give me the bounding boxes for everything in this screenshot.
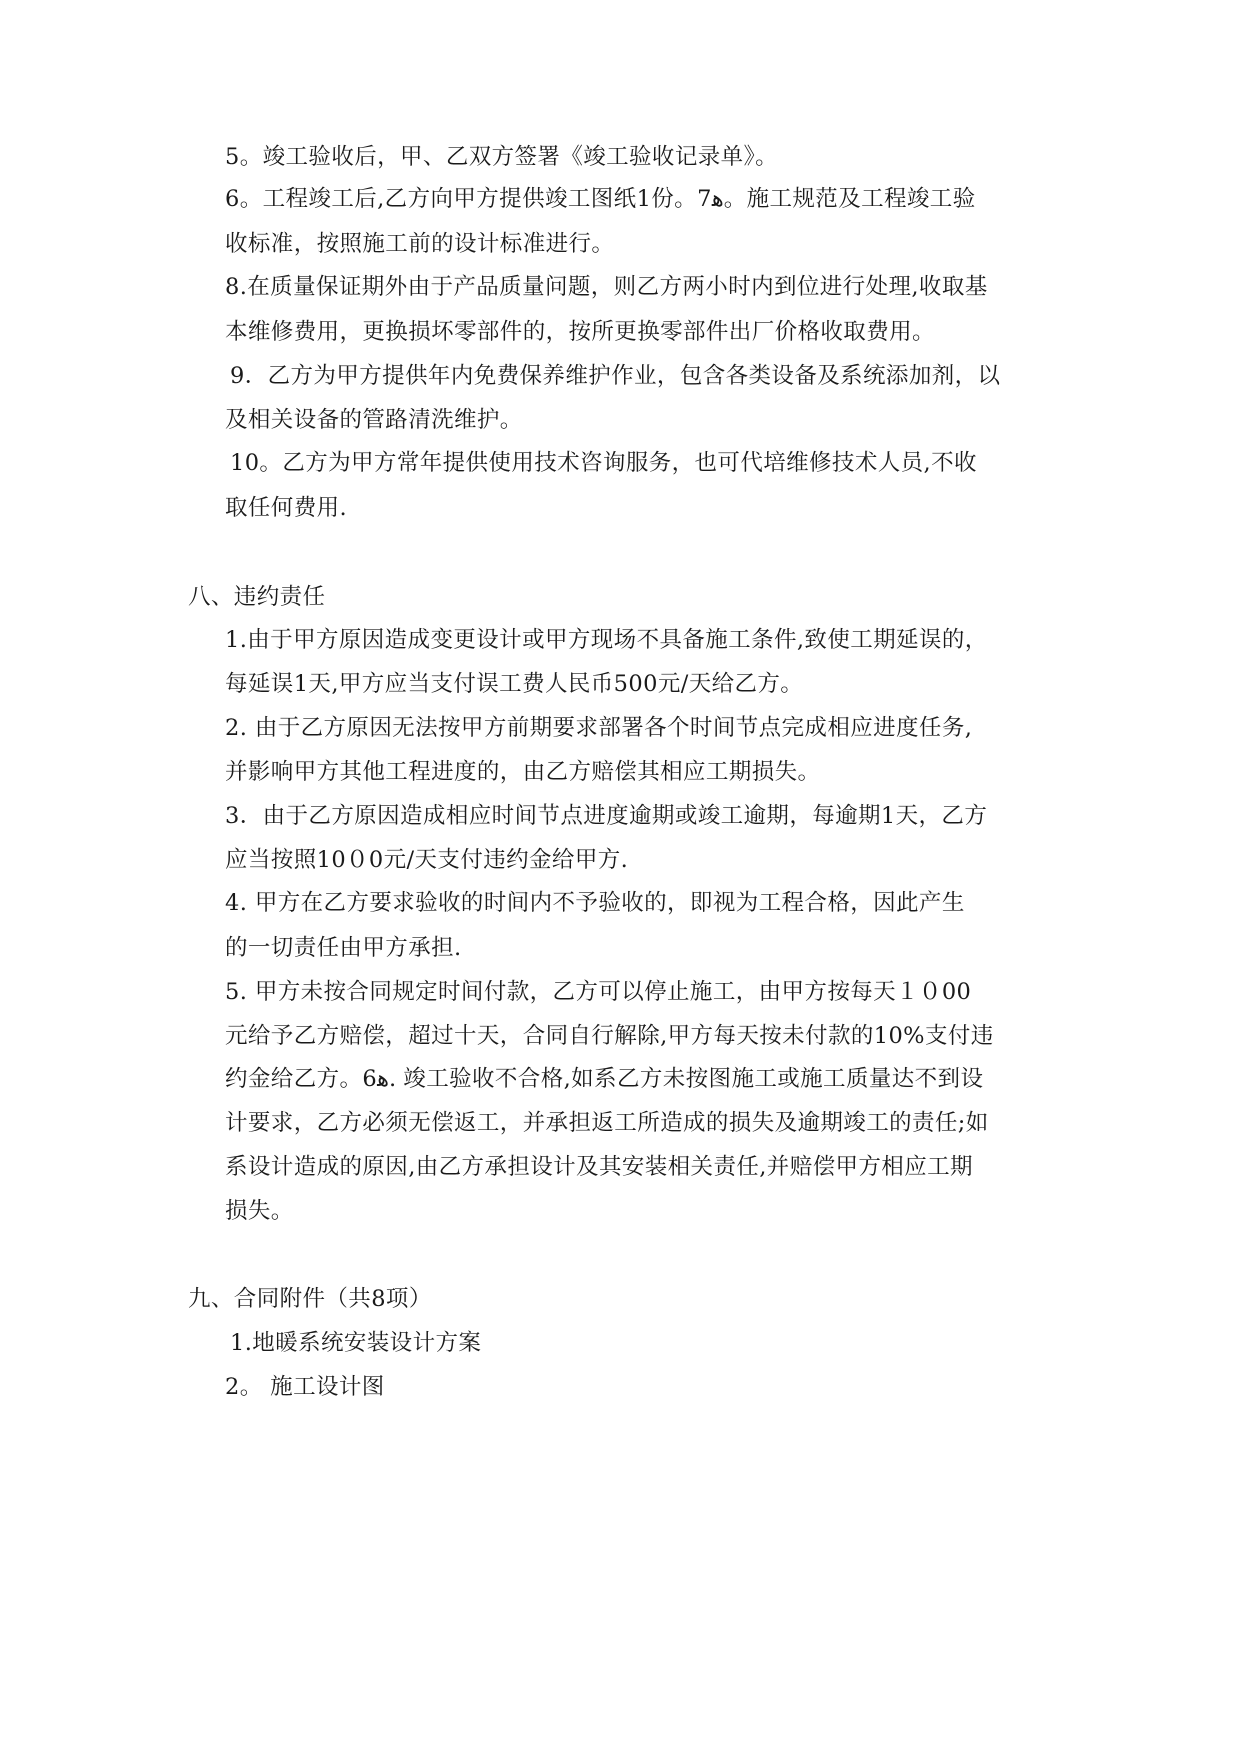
paragraph-line: 应当按照10０0元/天支付违约金给甲方.	[225, 847, 629, 873]
paragraph-line: 元给予乙方赔偿，超过十天，合同自行解除,甲方每天按未付款的10%支付违	[225, 1023, 994, 1049]
paragraph-line: 损失。	[225, 1198, 294, 1224]
paragraph-line: 约金给乙方。6ﻫ. 竣工验收不合格,如系乙方未按图施工或施工质量达不到设	[225, 1066, 984, 1092]
paragraph-line: 9．乙方为甲方提供年内免费保养维护作业，包含各类设备及系统添加剂，以	[230, 363, 1001, 389]
paragraph-line: 8.在质量保证期外由于产品质量问题，则乙方两小时内到位进行处理,收取基	[225, 274, 988, 300]
paragraph-line: 4. 甲方在乙方要求验收的时间内不予验收的，即视为工程合格，因此产生	[225, 890, 965, 916]
list-item: 2。 施工设计图	[225, 1374, 385, 1400]
paragraph-line: 并影响甲方其他工程进度的，由乙方赔偿其相应工期损失。	[225, 759, 821, 785]
paragraph-line: 每延误1天,甲方应当支付误工费人民币500元/天给乙方。	[225, 671, 804, 697]
paragraph-line: 1.由于甲方原因造成变更设计或甲方现场不具备施工条件,致使工期延误的，	[225, 627, 988, 653]
paragraph-line: 取任何费用.	[225, 495, 348, 521]
paragraph-line: 10。乙方为甲方常年提供使用技术咨询服务，也可代培维修技术人员,不收	[230, 450, 977, 476]
paragraph-line: 及相关设备的管路清洗维护。	[225, 407, 523, 433]
paragraph-line: 本维修费用，更换损坏零部件的，按所更换零部件出厂价格收取费用。	[225, 319, 935, 345]
paragraph-line: 2. 由于乙方原因无法按甲方前期要求部署各个时间节点完成相应进度任务,	[225, 715, 973, 741]
paragraph-line: 5. 甲方未按合同规定时间付款，乙方可以停止施工，由甲方按每天１０00	[225, 979, 972, 1005]
list-item: 1.地暖系统安装设计方案	[230, 1330, 482, 1356]
section-heading-attachments: 九、合同附件（共8项）	[188, 1286, 432, 1312]
paragraph-line: 系设计造成的原因,由乙方承担设计及其安装相关责任,并赔偿甲方相应工期	[225, 1154, 973, 1180]
paragraph-line: 收标准，按照施工前的设计标准进行。	[225, 231, 615, 257]
paragraph-line: 5。竣工验收后，甲、乙双方签署《竣工验收记录单》。	[225, 144, 779, 170]
paragraph-line: 的一切责任由甲方承担.	[225, 935, 462, 961]
paragraph-line: 计要求，乙方必须无偿返工，并承担返工所造成的损失及逾期竣工的责任;如	[225, 1110, 989, 1136]
section-heading-breach: 八、违约责任	[188, 584, 326, 610]
paragraph-line: 3．由于乙方原因造成相应时间节点进度逾期或竣工逾期，每逾期1天，乙方	[225, 803, 988, 829]
paragraph-line: 6。工程竣工后,乙方向甲方提供竣工图纸1份。7ﻫ。施工规范及工程竣工验	[225, 186, 976, 212]
